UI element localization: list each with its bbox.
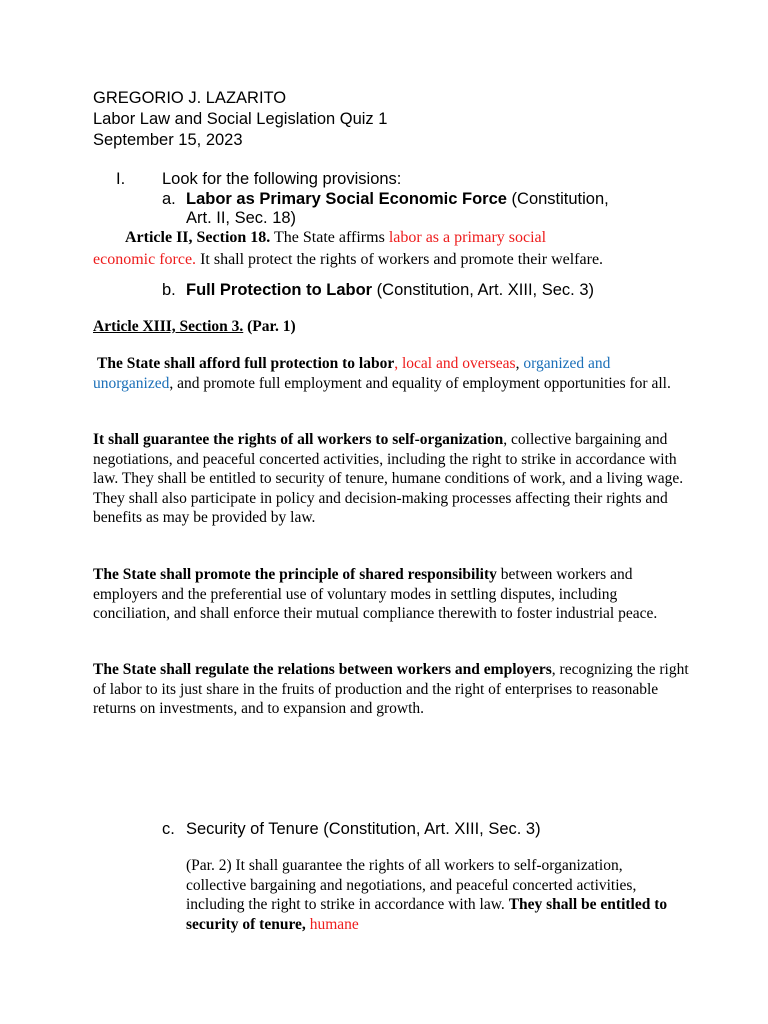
item-b-title: Full Protection to Labor	[186, 281, 373, 299]
item-a-heading	[186, 190, 609, 209]
art2-heading: Article II, Section 18.	[125, 229, 271, 246]
p4-bold: The State shall regulate the relations between workers and employers	[93, 661, 552, 678]
art2-text2: It shall protect the rights of workers and promote their welfare.	[196, 251, 604, 268]
p1-blue: organized and unorganized	[93, 355, 611, 392]
section-instruction: Look for the following provisions:	[162, 170, 402, 188]
art13-paragraph-1	[93, 354, 693, 393]
p2-rest: , collective bargaining and negotiations, and peaceful concerted activities, including the right to strike in accordance with law. They shall be entitled to security of tenure, humane conditions of work, and a living wage. They shall also participate in policy and decision-making processes affecting their rights and benefits as may be provided by law.	[93, 431, 684, 527]
art2-line1	[125, 229, 546, 247]
item-a-ref: (Constitution,	[506, 190, 609, 208]
author-name: GREGORIO J. LAZARITO	[93, 89, 287, 107]
art13-heading-line	[93, 318, 296, 336]
art13-par: (Par. 1)	[243, 318, 296, 335]
item-b-heading	[186, 281, 594, 300]
p1-sep: ,	[515, 355, 524, 372]
item-c-letter: c.	[162, 820, 175, 838]
item-a-title: Labor as Primary Social Economic Force	[186, 190, 507, 208]
course-title: Labor Law and Social Legislation Quiz 1	[93, 110, 388, 128]
item-c-title: Security of Tenure (Constitution, Art. XIII, Sec. 3)	[186, 820, 541, 838]
item-b-letter: b.	[162, 281, 176, 299]
p4-rest: , recognizing the right of labor to its just share in the fruits of production and the right of enterprises to reasonable returns on investments, and to expansion and growth.	[93, 661, 689, 718]
art13-heading: Article XIII, Section 3.	[93, 318, 244, 335]
p2-bold: It shall guarantee the rights of all workers to self-organization	[93, 431, 504, 448]
p3-rest: between workers and employers and the preferential use of voluntary modes in settling disputes, including conciliation, and shall enforce their mutual compliance therewith to foster industrial peace.	[93, 566, 658, 623]
item-a-ref-cont: Art. II, Sec. 18)	[186, 209, 297, 227]
p1-bold: The State shall afford full protection to labor	[97, 355, 395, 372]
par2-bold: They shall be entitled to security of tenure,	[186, 896, 668, 933]
item-a-letter: a.	[162, 190, 176, 208]
art13-paragraph-3	[93, 565, 693, 624]
p1-rest: , and promote full employment and equality of employment opportunities for all.	[169, 374, 671, 392]
document-date: September 15, 2023	[93, 131, 243, 149]
art13-paragraph-2	[93, 430, 693, 528]
art2-highlight1: labor as a primary social	[388, 229, 547, 246]
par2-text: (Par. 2) It shall guarantee the rights of all workers to self-organization, collective bargaining and negotiations, and peaceful concerted activities, including the right to strike in accordance with law.	[186, 857, 637, 914]
par2-red: humane	[305, 915, 359, 933]
section-numeral: I.	[116, 170, 126, 188]
item-b-ref: (Constitution, Art. XIII, Sec. 3)	[372, 281, 594, 299]
art13-paragraph-4	[93, 660, 693, 719]
art2-text1: The State affirms	[270, 229, 389, 246]
p3-bold: The State shall promote the principle of shared responsibility	[93, 566, 497, 583]
art2-highlight2: economic force.	[93, 251, 197, 268]
p1-red: , local and overseas	[394, 355, 516, 372]
art2-line2	[93, 251, 603, 269]
tenure-paragraph	[186, 856, 686, 934]
